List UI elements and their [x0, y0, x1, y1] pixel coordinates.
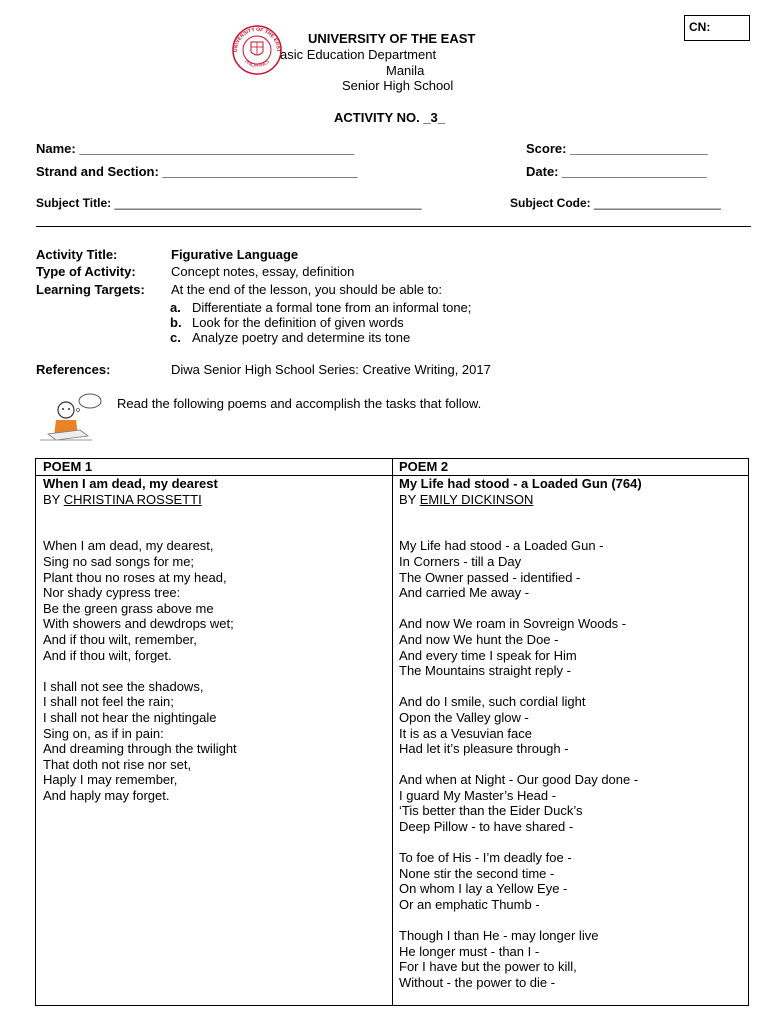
poem2-stanza: To foe of His - I’m deadly foe - None stir the second time - On whom I lay a Yellow Eye - Or an emphatic Thumb - [399, 850, 572, 913]
name-label: Name: [36, 141, 76, 156]
student-reading-icon [40, 390, 104, 442]
score-field[interactable]: ___________________ [570, 141, 708, 156]
list-item: b. Look for the definition of given words [170, 315, 404, 330]
poem2-byline: BY EMILY DICKINSON [399, 491, 534, 507]
department-name: asic Education Department [280, 47, 437, 62]
type-label: Type of Activity: [36, 264, 136, 279]
city-name: Manila [386, 63, 425, 78]
university-name: UNIVERSITY OF THE EAST [308, 31, 476, 46]
poem2-stanza: My Life had stood - a Loaded Gun - In Corners - till a Day The Owner passed - identified - And carried Me away - [399, 538, 604, 601]
poems-table [35, 458, 749, 1006]
column-divider [392, 459, 393, 1005]
type-value: Concept notes, essay, definition [171, 264, 355, 279]
strand-field[interactable]: ___________________________ [162, 164, 358, 179]
poem2-author: EMILY DICKINSON [419, 491, 534, 507]
divider [36, 226, 751, 227]
cn-box [684, 15, 750, 41]
poem2-stanza: And when at Night - Our good Day done - I guard My Master’s Head - ‘Tis better than the Eider Duck’s Deep Pillow - to have shared - [399, 772, 639, 835]
poem1-header: POEM 1 [43, 459, 93, 474]
score-row [526, 141, 707, 156]
poem2-column [399, 459, 642, 991]
cn-label: CN: [689, 20, 711, 34]
subject-code-row [510, 196, 721, 210]
poem1-author: CHRISTINA ROSSETTI [63, 491, 202, 507]
activity-title-label: Activity Title: [36, 247, 118, 262]
university-seal [227, 24, 287, 76]
strand-label: Strand and Section: [36, 164, 159, 179]
poem1-stanza: I shall not see the shadows, I shall not feel the rain; I shall not hear the nightingale Sing on, as if in pain: And dreaming through the twilight That doth not rise nor set, Haply I may remember, And haply may forget. [43, 678, 237, 803]
targets-intro: At the end of the lesson, you should be able to: [171, 282, 443, 297]
poem2-stanza: And do I smile, such cordial light Opon the Valley glow - It is as a Vesuvian face Had let it’s pleasure through - [399, 694, 586, 757]
poem1-title: When I am dead, my dearest [43, 476, 218, 491]
list-item: c. Analyze poetry and determine its tone [170, 330, 411, 345]
subject-title-field[interactable]: ______________________________________________ [114, 196, 422, 210]
activity-title: Figurative Language [171, 247, 299, 262]
references-label: References: [36, 362, 111, 377]
targets-label: Learning Targets: [36, 282, 145, 297]
instruction-text: Read the following poems and accomplish the tasks that follow. [117, 396, 482, 411]
date-field[interactable]: ____________________ [562, 164, 707, 179]
name-field[interactable]: ______________________________________ [79, 141, 355, 156]
poem1-byline: BY CHRISTINA ROSSETTI [43, 491, 202, 507]
name-row [36, 141, 354, 156]
subject-title-row [36, 196, 421, 210]
subject-code-label: Subject Code: [510, 196, 591, 210]
subject-title-label: Subject Title: [36, 196, 112, 210]
activity-number: ACTIVITY NO. _3_ [334, 110, 446, 125]
subject-code-field[interactable]: ___________________ [594, 196, 721, 210]
poem2-stanza: Though I than He - may longer live He longer must - than I - For I have but the power to kill, Without - the power to die - [399, 928, 599, 990]
date-label: Date: [526, 164, 559, 179]
date-row [526, 164, 707, 179]
poem1-column [43, 459, 237, 803]
references-value: Diwa Senior High School Series: Creative Writing, 2017 [171, 362, 491, 377]
strand-row [36, 164, 358, 179]
score-label: Score: [526, 141, 567, 156]
poem1-stanza: When I am dead, my dearest, Sing no sad songs for me; Plant thou no roses at my head, Nor shady cypress tree: Be the green grass above me With showers and dewdrops wet; And if thou wilt, remember, And if thou wilt, forget. [43, 538, 234, 663]
poem2-stanza: And now We roam in Sovreign Woods - And now We hunt the Doe - And every time I speak for Him The Mountains straight reply - [399, 616, 627, 679]
svg-text:UNIVERSITY OF THE EAST: UNIVERSITY OF THE EAST [232, 26, 282, 53]
school-name: Senior High School [342, 78, 454, 93]
svg-text:PHILIPPINES: PHILIPPINES [243, 58, 271, 69]
poem2-header: POEM 2 [399, 459, 449, 474]
learning-targets-list [170, 300, 471, 345]
list-item: a. Differentiate a formal tone from an informal tone; [170, 300, 472, 315]
poem2-title: My Life had stood - a Loaded Gun (764) [399, 476, 642, 491]
